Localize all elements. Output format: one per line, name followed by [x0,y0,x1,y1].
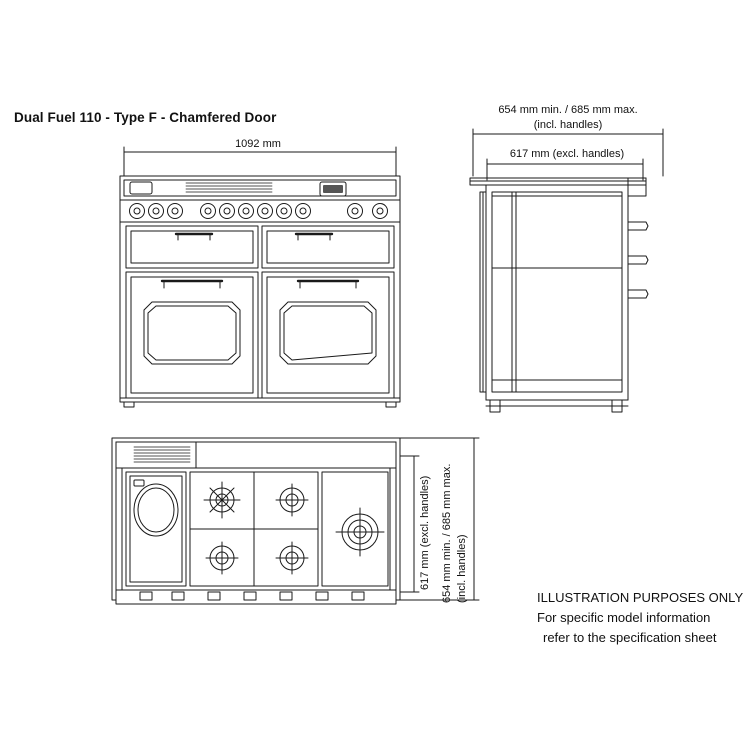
side-depth-incl-handles-sublabel: (incl. handles) [533,119,603,131]
side-depth-excl-handles-label: 617 mm (excl. handles) [509,148,625,160]
note-line-3: refer to the specification sheet [543,630,717,645]
note-line-2: For specific model information [537,610,711,625]
plan-depth-incl-handles-label: 654 mm min. / 685 mm max. [441,463,453,603]
side-depth-incl-handles-label: 654 mm min. / 685 mm max. [498,104,638,116]
front-width-dimension-label: 1092 mm [235,138,281,150]
plan-view-range-cooker-hob [112,438,479,604]
plan-depth-incl-handles-sublabel: (incl. handles) [456,534,468,603]
front-elevation-range-cooker [120,147,400,407]
note-line-1: ILLUSTRATION PURPOSES ONLY [537,590,744,605]
page-title: Dual Fuel 110 - Type F - Chamfered Door [14,110,277,125]
side-elevation-range-cooker [470,129,663,412]
plan-depth-excl-handles-label: 617 mm (excl. handles) [419,475,431,590]
